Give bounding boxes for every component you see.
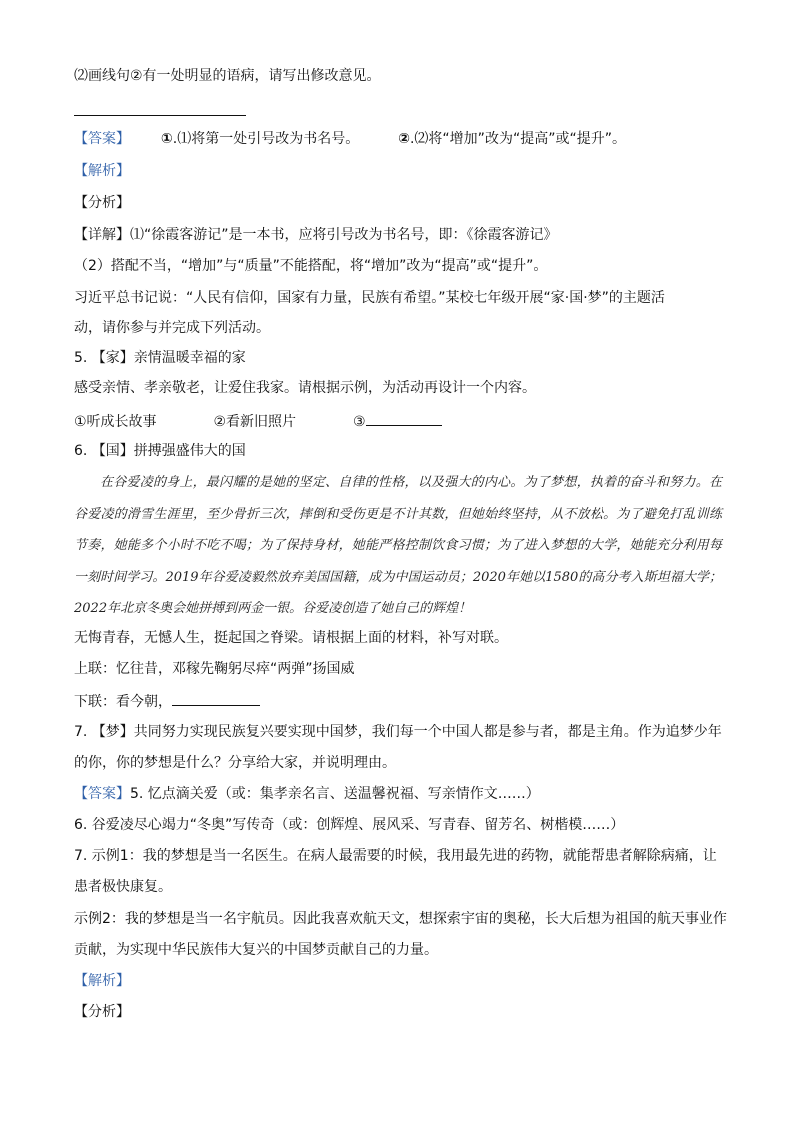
- detail-line-2: （2）搭配不当，“增加”与“质量”不能搭配，将“增加”改为“提高”或“提升”。: [74, 258, 548, 274]
- fenxi-tag-2: 【分析】: [74, 1004, 130, 1020]
- q6-passage-text: 在谷爱凌的身上，最闪耀的是她的坚定、自律的性格，以及强大的内心。为了梦想，执着的奋斗和努力。在谷爱凌的滑雪生涯里，至少骨折三次，摔倒和受伤更是不计其数，但她始终坚持，从不放松。为了避免打乱训练节奏，她能多个小时不吃不喝；为了保持身材，她能严格控制饮食习惯；为了进入梦想的大学，她能充分利用每一刻时间学习。2019年谷爱凌毅然放弃美国国籍，成为中国运动员；2020年她以1580的高分考入斯坦福大学；2022年北京冬奥会她拼搏到两金一银。谷爱凌创造了她自己的辉煌！: [74, 475, 722, 616]
- detail-text-1: ⑴“徐霞客游记”是一本书，应将引号改为书名号，即：《徐霞客游记》: [130, 227, 558, 243]
- q5-option-1: ①听成长故事: [74, 414, 157, 430]
- q5-options: [74, 411, 442, 432]
- answer-blank-line: [74, 115, 246, 116]
- q6-title: 6. 【国】拼搏强盛伟大的国: [74, 443, 246, 459]
- detail-line-1: [74, 225, 558, 245]
- q5-answer-blank: [366, 411, 442, 426]
- q7-line-2: 的你，你的梦想是什么？分享给大家，并说明理由。: [74, 755, 396, 771]
- answer-row-2: [74, 784, 540, 804]
- q5-option-3: ③: [352, 414, 366, 430]
- answer-7-line-3: 示例2：我的梦想是当一名宇航员。因此我喜欢航天文，想探索宇宙的奥秘，长大后想为祖国的航天事业作: [74, 911, 727, 927]
- analysis-tag: 【解析】: [74, 163, 130, 179]
- answer-tag: 【答案】: [74, 131, 130, 147]
- detail-tag: 【详解】: [74, 227, 130, 243]
- q5-title: 5. 【家】亲情温暖幸福的家: [74, 350, 246, 366]
- answer-item1-number: ①: [160, 131, 173, 147]
- q6-prompt: 无悔青春，无憾人生，挺起国之脊梁。请根据上面的材料，补写对联。: [74, 630, 508, 646]
- q7-line-1: 7. 【梦】共同努力实现民族复兴要实现中国梦，我们每一个中国人都是参与者，都是主角。作为追梦少年: [74, 724, 722, 740]
- answer-row-1: [74, 129, 626, 149]
- answer-7-line-1: 7. 示例1：我的梦想是当一名医生。在病人最需要的时候，我用最先进的药物，就能帮患者解除病痛，让: [74, 848, 717, 864]
- answer-6: 6. 谷爱凌尽心竭力“冬奥”写传奇（或：创辉煌、展风采、写青春、留芳名、树楷模……）: [74, 817, 625, 833]
- q5-prompt: 感受亲情、孝亲敬老，让爱住我家。请根据示例，为活动再设计一个内容。: [74, 380, 536, 396]
- q6-passage: [74, 467, 722, 625]
- answer-5: 5. 忆点滴关爱（或：集孝亲名言、送温馨祝福、写亲情作文……）: [130, 786, 540, 802]
- answer-7-line-2: 患者极快康复。: [74, 879, 172, 895]
- q2-prompt: ⑵画线句②有一处明显的语病，请写出修改意见。: [74, 68, 381, 84]
- q6-lower-couplet: 下联：看今朝，: [74, 694, 172, 710]
- q6-answer-blank: [172, 691, 260, 706]
- answer-7-line-4: 贡献，为实现中华民族伟大复兴的中国梦贡献自己的力量。: [74, 942, 438, 958]
- q6-upper-couplet: 上联：忆往昔，邓稼先鞠躬尽瘁“两弹”扬国威: [74, 661, 355, 677]
- fenxi-tag: 【分析】: [74, 195, 130, 211]
- q5-option-2: ②看新旧照片: [213, 414, 297, 430]
- q6-lower-couplet-row: [74, 691, 260, 712]
- answer-item1-text: .⑴将第一处引号改为书名号。: [172, 131, 360, 147]
- analysis-tag-2: 【解析】: [74, 973, 130, 989]
- answer-item2-number: ②: [398, 131, 410, 147]
- answer-tag-2: 【答案】: [74, 786, 130, 802]
- intro-line-1: 习近平总书记说：“人民有信仰，国家有力量，民族有希望。”某校七年级开展“家·国·梦”的主题活: [74, 290, 665, 306]
- answer-item2-text: .⑵将“增加”改为“提高”或“提升”。: [409, 131, 626, 147]
- intro-line-2: 动，请你参与并完成下列活动。: [74, 320, 270, 336]
